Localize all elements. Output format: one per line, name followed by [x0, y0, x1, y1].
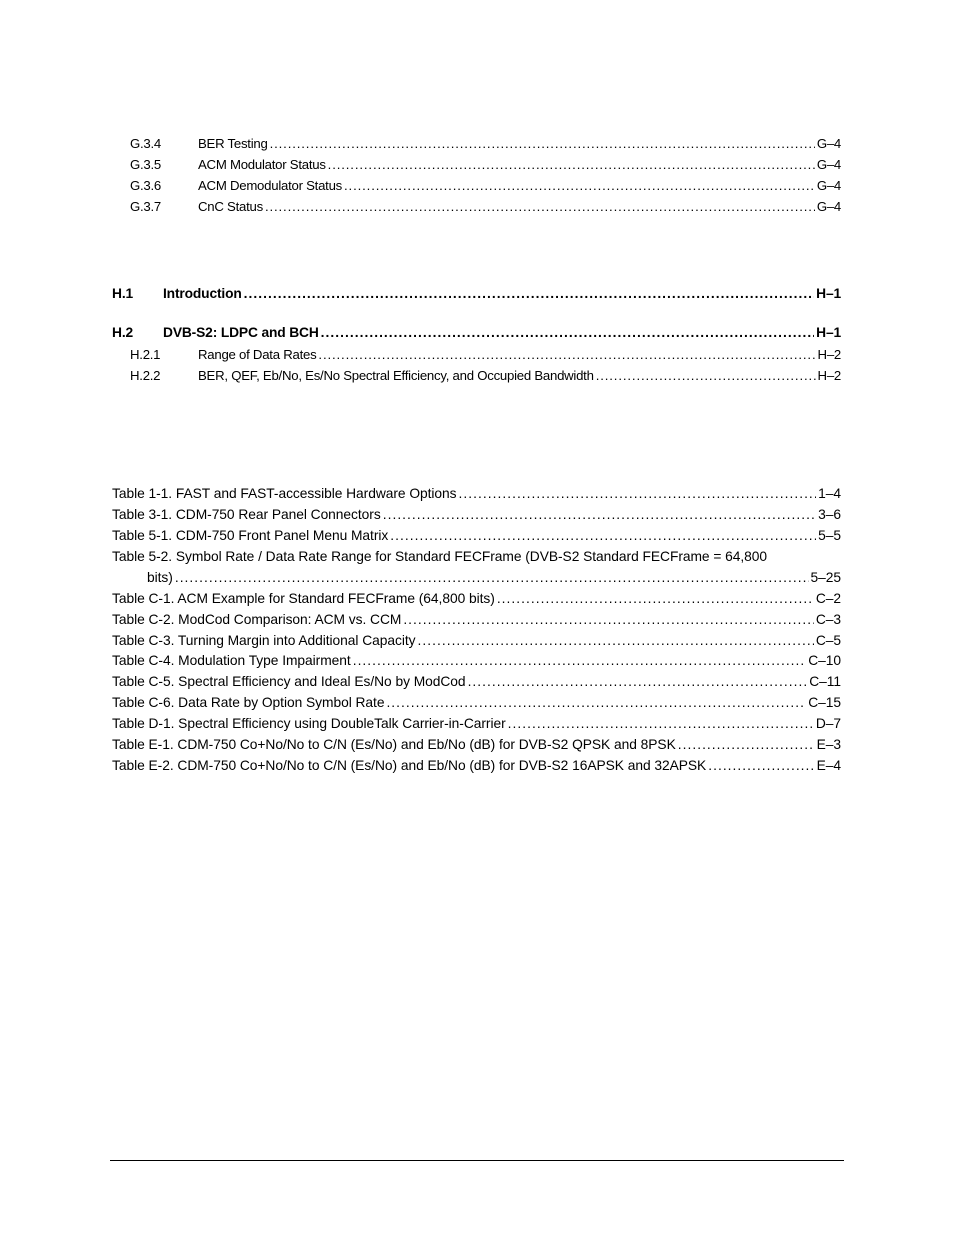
dot-leader [678, 737, 815, 754]
table-entry-page: C–15 [808, 695, 841, 710]
table-entry-page: C–5 [815, 633, 841, 648]
table-entry-c-2[interactable] [112, 612, 841, 629]
table-entry-title: Table C-5. Spectral Efficiency and Ideal Es/No by ModCod [112, 674, 466, 689]
toc-section-number: H.1 [112, 286, 134, 301]
table-entry-page: 3–6 [818, 507, 841, 522]
toc-entry-page: H–2 [817, 347, 841, 362]
toc-entry-page: G–4 [816, 157, 841, 172]
toc-section-page: H–1 [816, 325, 841, 340]
toc-entry-title: ACM Modulator Status [198, 157, 326, 172]
table-entry-page: C–11 [809, 674, 841, 689]
table-entry-c-1[interactable] [112, 591, 841, 608]
dot-leader [459, 486, 817, 503]
toc-entry-h-2-1[interactable] [130, 347, 841, 363]
dot-leader [390, 528, 816, 545]
dot-leader [386, 695, 806, 712]
dot-leader [383, 507, 816, 524]
toc-entry-page: G–4 [816, 178, 841, 193]
toc-section-h-1[interactable] [112, 286, 841, 303]
table-entry-title: Table 1-1. FAST and FAST-accessible Hardware Options [112, 486, 457, 501]
toc-entry-h-2-2[interactable] [130, 368, 841, 384]
toc-entry-number: G.3.4 [130, 136, 162, 151]
toc-entry-page: G–4 [816, 199, 841, 214]
toc-entry-page: G–4 [816, 136, 841, 151]
table-entry-title: Table C-2. ModCod Comparison: ACM vs. CCM [112, 612, 402, 627]
toc-entry-title: BER, QEF, Eb/No, Es/No Spectral Efficiency, and Occupied Bandwidth [198, 368, 594, 383]
dot-leader [596, 368, 816, 384]
table-entry-page: D–7 [815, 716, 841, 731]
table-entry-c-5[interactable] [112, 674, 841, 691]
dot-leader [265, 199, 815, 215]
table-entry-title: Table C-4. Modulation Type Impairment [112, 653, 351, 668]
dot-leader [328, 157, 815, 173]
toc-entry-title: ACM Demodulator Status [198, 178, 343, 193]
toc-entry-number: H.2.1 [130, 347, 161, 362]
dot-leader [468, 674, 808, 691]
table-entry-c-6[interactable] [112, 695, 841, 712]
dot-leader [353, 653, 807, 670]
table-entry-c-3[interactable] [112, 633, 841, 650]
table-entry-title: Table C-6. Data Rate by Option Symbol Rate [112, 695, 385, 710]
dot-leader [403, 612, 814, 629]
table-entry-e-1[interactable] [112, 737, 841, 754]
table-entry-title: Table C-3. Turning Margin into Additional Capacity [112, 633, 416, 648]
table-entry-page: C–10 [808, 653, 841, 668]
toc-section-number: H.2 [112, 325, 134, 340]
table-entry-page: C–3 [815, 612, 841, 627]
table-entry-c-4[interactable] [112, 653, 841, 670]
table-entry-e-2[interactable] [112, 758, 841, 775]
dot-leader [318, 347, 815, 363]
table-entry-title: Table 3-1. CDM-750 Rear Panel Connectors [112, 507, 381, 522]
table-entry-page: E–4 [816, 758, 841, 773]
dot-leader [708, 758, 814, 775]
toc-entry-number: G.3.6 [130, 178, 162, 193]
toc-section-page: H–1 [816, 286, 841, 301]
dot-leader [175, 570, 809, 587]
toc-entry-number: G.3.5 [130, 157, 162, 172]
toc-entry-title: CnC Status [198, 199, 263, 214]
toc-section-title: DVB-S2: LDPC and BCH [163, 325, 319, 340]
table-entry-5-2[interactable] [112, 549, 841, 586]
dot-leader [270, 136, 815, 152]
toc-entry-g-3-7[interactable] [130, 199, 841, 215]
toc-entry-title: BER Testing [198, 136, 268, 151]
table-entry-title: Table 5-2. Symbol Rate / Data Rate Range for Standard FECFrame (DVB-S2 Standard FECFrame = 64,800 [112, 549, 768, 564]
footer-divider [110, 1160, 844, 1161]
dot-leader [418, 633, 814, 650]
dot-leader [321, 325, 814, 342]
table-entry-title: Table 5-1. CDM-750 Front Panel Menu Matrix [112, 528, 389, 543]
toc-section-title: Introduction [163, 286, 242, 301]
toc-entry-page: H–2 [817, 368, 841, 383]
table-entry-3-1[interactable] [112, 507, 841, 524]
dot-leader [508, 716, 814, 733]
toc-entry-number: G.3.7 [130, 199, 162, 214]
table-entry-page: C–2 [815, 591, 841, 606]
table-entry-page: E–3 [816, 737, 841, 752]
table-entry-5-1[interactable] [112, 528, 841, 545]
table-entry-d-1[interactable] [112, 716, 841, 733]
table-entry-page: 1–4 [818, 486, 841, 501]
table-entry-title: Table C-1. ACM Example for Standard FECFrame (64,800 bits) [112, 591, 495, 606]
table-entry-title: Table E-2. CDM-750 Co+No/No to C/N (Es/No) and Eb/No (dB) for DVB-S2 16APSK and 32APSK [112, 758, 707, 773]
table-entry-1-1[interactable] [112, 486, 841, 503]
toc-entry-g-3-4[interactable] [130, 136, 841, 152]
table-entry-page: 5–25 [810, 569, 841, 585]
dot-leader [244, 286, 814, 303]
table-entry-page: 5–5 [818, 528, 841, 543]
toc-entry-g-3-6[interactable] [130, 178, 841, 194]
toc-entry-title: Range of Data Rates [198, 347, 317, 362]
dot-leader [344, 178, 815, 194]
toc-entry-g-3-5[interactable] [130, 157, 841, 173]
toc-section-h-2[interactable] [112, 325, 841, 342]
table-entry-title: Table D-1. Spectral Efficiency using DoubleTalk Carrier-in-Carrier [112, 716, 506, 731]
dot-leader [497, 591, 814, 608]
toc-entry-number: H.2.2 [130, 368, 161, 383]
table-entry-title: Table E-1. CDM-750 Co+No/No to C/N (Es/No) and Eb/No (dB) for DVB-S2 QPSK and 8PSK [112, 737, 676, 752]
table-entry-continuation-line [112, 570, 841, 587]
table-entry-title-continuation: bits) [147, 569, 173, 585]
